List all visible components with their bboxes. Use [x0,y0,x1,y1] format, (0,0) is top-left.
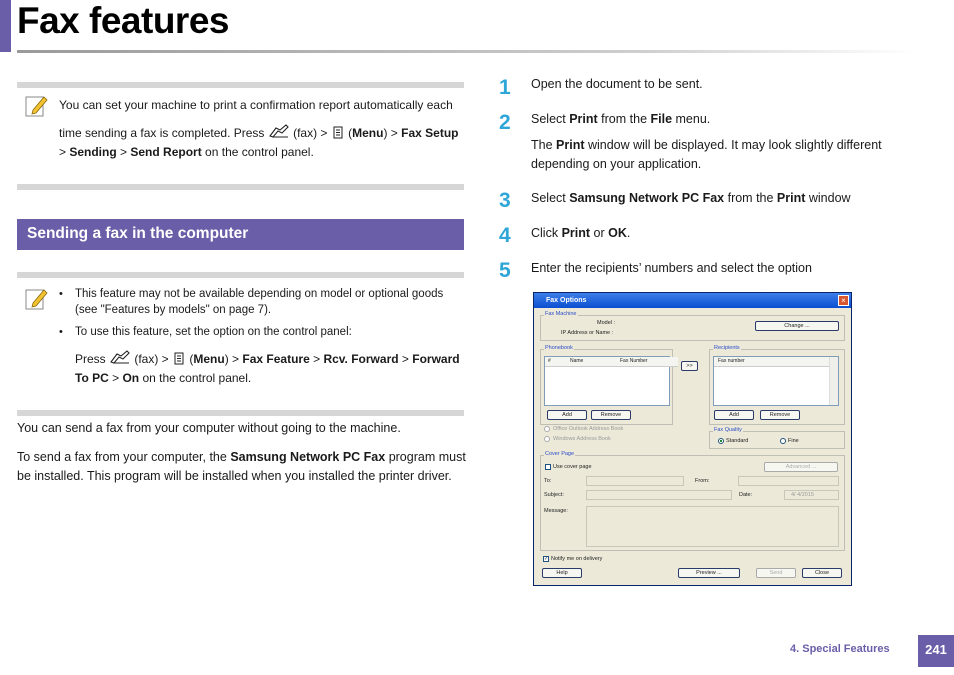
note2-bullet2: To use this feature, set the option on the control panel: [75,326,352,338]
fax-machine-group [540,311,845,341]
fax-quality-group [709,427,845,449]
note2-fax-feature: Fax Feature [242,352,310,366]
message-field[interactable] [586,506,839,547]
step-2-number: 2 [499,111,511,134]
note2-text: ) > [224,352,243,366]
step-text: window [805,191,851,205]
step-text: from the [597,112,651,126]
column-header: Name [562,357,620,367]
note1-sending: Sending [69,145,117,159]
fine-radio[interactable] [780,438,786,444]
note2-text: ( [186,352,194,366]
step-3-text [531,189,931,208]
subject-label: Subject: [544,492,564,498]
bullet-marker: • [59,326,63,338]
fax-icon [109,350,131,364]
step-3-number: 3 [499,189,511,212]
step-text: The [531,138,557,152]
note2-text: > [309,352,324,366]
message-label: Message: [544,508,568,514]
note-box-confirmation [17,82,464,190]
outlook-label: Office Outlook Address Book [553,426,624,432]
recipients-list[interactable] [713,356,839,406]
notify-checkbox[interactable]: ✓ [544,556,549,562]
group-label: Recipients [714,345,740,351]
step-bold: Print [776,191,806,205]
scrollbar[interactable] [829,357,838,405]
change-button[interactable]: Change ... [755,321,839,331]
note2-text: > [398,352,413,366]
note1-text: > [59,145,70,159]
help-button[interactable]: Help [542,568,582,578]
outlook-radio[interactable] [544,426,550,432]
step-text: or [590,226,609,240]
note2-text: (fax) > [131,352,173,366]
note-pencil-icon [25,94,49,118]
fine-label: Fine [788,438,799,444]
step-1-text: Open the document to be sent. [531,77,703,91]
step-bold: Print [569,112,598,126]
step-4-text [531,224,931,243]
page-number: 241 [918,635,954,667]
note-box-feature [17,272,464,416]
menu-icon [331,126,345,139]
program-name: Samsung Network PC Fax [230,450,386,464]
to-label: To: [544,478,552,484]
fax-icon [268,124,290,138]
note1-text: (fax) > [289,126,331,140]
standard-label: Standard [726,438,749,444]
note2-text: Press [75,352,110,366]
step-text: from the [724,191,777,205]
step-bold: Samsung Network PC Fax [569,191,725,205]
preview-button[interactable]: Preview ... [678,568,740,578]
phonebook-add-button[interactable]: Add [547,410,587,420]
note2-forward: Forward [412,352,460,366]
step-text: . [626,226,631,240]
column-header: Fax number [714,357,830,367]
move-to-recipients-button[interactable]: >> [681,361,698,371]
note-pencil-icon [25,287,49,311]
windows-ab-radio[interactable] [544,436,550,442]
cover-page-group [540,451,845,551]
step-bold: Print [556,138,585,152]
recipients-add-button[interactable]: Add [714,410,754,420]
windows-ab-label: Windows Address Book [553,436,611,442]
recipients-group [709,345,845,425]
step-1-number: 1 [499,76,511,99]
body-text: To send a fax from your computer, the [17,450,231,464]
from-field[interactable] [738,476,839,486]
note2-bullet1: This feature may not be available depending on model or optional goods (see "Features by models" on page 7). [75,288,444,316]
note1-text: > [116,145,131,159]
from-label: From: [695,478,710,484]
note2-rcv-forward: Rcv. Forward [323,352,399,366]
note1-fax-setup: Fax Setup [401,126,459,140]
dialog-close-icon[interactable]: × [838,295,849,306]
phonebook-group [540,345,673,425]
note2-text: on the control panel. [139,371,252,385]
note1-text: time sending a fax is completed. Press [59,126,268,140]
dialog-title: Fax Options [534,293,851,308]
step-text: Select [531,191,570,205]
date-label: Date: [739,492,753,498]
step-text: window will be displayed. It may look slightly different depending on your application. [531,138,882,171]
step-5-text: Enter the recipients’ numbers and select the option [531,261,812,275]
footer-section-label: 4. Special Features [790,643,890,655]
date-picker[interactable] [784,490,839,500]
menu-icon [172,352,186,365]
note1-text: ) > [383,126,402,140]
send-button[interactable]: Send [756,568,796,578]
note1-send-report: Send Report [130,145,202,159]
note1-text: ( [344,126,353,140]
note2-text: > [108,371,123,385]
step-text: Select [531,112,570,126]
group-label: Phonebook [545,345,573,351]
body-paragraph-1: You can send a fax from your computer without going to the machine. [17,421,401,435]
fax-options-dialog [533,292,852,586]
advanced-button[interactable]: Advanced ... [764,462,838,472]
step-bold: File [650,112,673,126]
step-4-number: 4 [499,224,511,247]
ip-label: IP Address or Name : [561,330,614,336]
body-text: program must be installed. This program will be installed when you installed the printer driver. [17,450,466,483]
note1-menu: Menu [352,126,384,140]
bullet-marker: • [59,288,63,300]
phonebook-list[interactable] [544,356,670,406]
title-accent-bar [0,0,11,52]
column-header: # [545,357,562,367]
group-label: Fax Machine [545,311,577,317]
phonebook-remove-button[interactable]: Remove [591,410,631,420]
page-title: Fax features [17,0,229,41]
to-field[interactable] [586,476,684,486]
date-value: 4/ 4/2015 [791,492,814,498]
group-label: Cover Page [545,451,575,457]
subject-field[interactable] [586,490,732,500]
use-cover-checkbox[interactable] [545,464,551,470]
notify-label: Notify me on delivery [551,556,603,562]
step-2-subtext [531,136,911,174]
title-rule [17,50,917,53]
step-bold: Print [561,226,591,240]
note2-to-pc: To PC [75,371,109,385]
note2-menu: Menu [193,352,225,366]
body-paragraph-2 [17,448,467,486]
step-text: Click [531,226,562,240]
step-text: menu. [672,112,711,126]
step-bold: OK [608,226,627,240]
note1-text: on the control panel. [201,145,314,159]
standard-radio[interactable] [718,438,724,444]
note1-line1: You can set your machine to print a confirmation report automatically each [59,98,453,112]
note2-on: On [122,371,140,385]
group-label: Fax Quality [714,427,742,433]
step-5-number: 5 [499,259,511,282]
use-cover-label: Use cover page [553,464,592,470]
close-button[interactable]: Close [802,568,842,578]
recipients-remove-button[interactable]: Remove [760,410,800,420]
column-header: Fax Number [612,357,678,367]
model-label: Model : [597,320,616,326]
section-heading: Sending a fax in the computer [17,219,464,250]
step-2-text [531,110,931,129]
